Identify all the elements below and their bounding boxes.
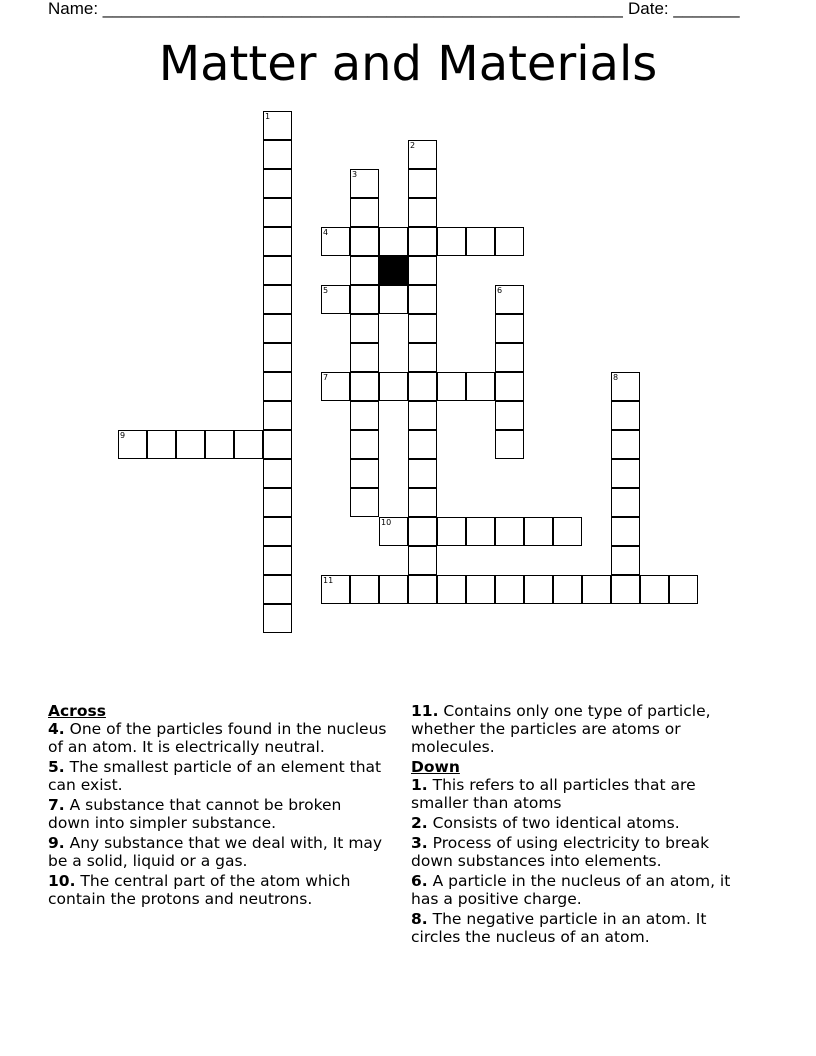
crossword-cell[interactable] [495, 517, 524, 546]
clue-text: Process of using electricity to break down substances into elements. [411, 834, 710, 870]
crossword-cell[interactable] [408, 575, 437, 604]
across-clue-11 [411, 702, 751, 756]
clue-number: 7. [48, 796, 65, 814]
name-field-label: Name: _______________________________________________________ [48, 0, 623, 18]
clue-text: This refers to all particles that are smaller than atoms [411, 776, 696, 812]
clue-number: 3. [411, 834, 428, 852]
crossword-cell[interactable] [611, 401, 640, 430]
clue-number: 8. [411, 910, 428, 928]
clue-number: 11. [411, 702, 439, 720]
clue-number: 6. [411, 872, 428, 890]
crossword-cell[interactable] [466, 227, 495, 256]
crossword-cell[interactable] [408, 285, 437, 314]
crossword-cell[interactable] [582, 575, 611, 604]
down-clue-3 [411, 834, 751, 870]
page-title: Matter and Materials [158, 36, 658, 92]
crossword-cell[interactable] [640, 575, 669, 604]
crossword-cell[interactable] [350, 575, 379, 604]
clue-text: The central part of the atom which contain the protons and neutrons. [48, 872, 351, 908]
crossword-cell[interactable] [263, 575, 292, 604]
crossword-cell[interactable] [321, 575, 350, 604]
crossword-cell[interactable] [350, 256, 379, 285]
crossword-cell[interactable] [466, 575, 495, 604]
down-clue-2 [411, 814, 751, 832]
across-clue-7 [48, 796, 388, 832]
clue-text: Any substance that we deal with, It may be a solid, liquid or a gas. [48, 834, 383, 870]
crossword-cell[interactable] [263, 401, 292, 430]
crossword-cell[interactable] [611, 488, 640, 517]
cell-number: 5 [323, 286, 329, 295]
cell-number: 1 [265, 112, 271, 121]
crossword-cell[interactable] [263, 111, 292, 140]
crossword-cell[interactable] [408, 546, 437, 575]
crossword-cell[interactable] [611, 575, 640, 604]
crossword-cell[interactable] [350, 285, 379, 314]
crossword-cell[interactable] [408, 169, 437, 198]
crossword-cell[interactable] [263, 256, 292, 285]
crossword-cell[interactable] [350, 314, 379, 343]
clue-number: 10. [48, 872, 76, 890]
crossword-cell[interactable] [611, 459, 640, 488]
crossword-cell[interactable] [263, 372, 292, 401]
crossword-cell[interactable] [350, 169, 379, 198]
crossword-cell[interactable] [263, 314, 292, 343]
cell-number: 7 [323, 373, 329, 382]
crossword-cell[interactable] [611, 372, 640, 401]
clue-text: Consists of two identical atoms. [432, 814, 680, 832]
clue-text: One of the particles found in the nucleus of an atom. It is electrically neutral. [48, 720, 387, 756]
clue-text: Contains only one type of particle, whether the particles are atoms or molecules. [411, 702, 711, 756]
crossword-cell[interactable] [611, 430, 640, 459]
across-heading: Across [48, 702, 106, 720]
down-clue-6 [411, 872, 751, 908]
crossword-cell[interactable] [408, 198, 437, 227]
crossword-cell[interactable] [176, 430, 205, 459]
crossword-cell[interactable] [495, 372, 524, 401]
crossword-cell[interactable] [350, 488, 379, 517]
crossword-cell[interactable] [263, 140, 292, 169]
crossword-cell[interactable] [495, 430, 524, 459]
clue-number: 9. [48, 834, 65, 852]
crossword-cell[interactable] [408, 227, 437, 256]
crossword-cell[interactable] [350, 459, 379, 488]
crossword-cell[interactable] [437, 372, 466, 401]
cell-number: 4 [323, 228, 329, 237]
crossword-cell[interactable] [147, 430, 176, 459]
crossword-cell[interactable] [350, 401, 379, 430]
crossword-cell[interactable] [263, 488, 292, 517]
crossword-cell[interactable] [379, 227, 408, 256]
crossword-cell[interactable] [611, 546, 640, 575]
crossword-cell[interactable] [118, 430, 147, 459]
crossword-cell[interactable] [379, 575, 408, 604]
crossword-cell[interactable] [437, 517, 466, 546]
clue-number: 2. [411, 814, 428, 832]
clues-column-left [48, 702, 388, 910]
crossword-cell[interactable] [205, 430, 234, 459]
crossword-cell[interactable] [495, 285, 524, 314]
crossword-cell[interactable] [495, 343, 524, 372]
crossword-cell[interactable] [263, 604, 292, 633]
crossword-cell[interactable] [321, 372, 350, 401]
crossword-cell[interactable] [408, 459, 437, 488]
clue-text: A particle in the nucleus of an atom, it has a positive charge. [411, 872, 731, 908]
cell-number: 11 [323, 576, 334, 585]
crossword-cell[interactable] [321, 227, 350, 256]
crossword-cell[interactable] [379, 517, 408, 546]
crossword-cell[interactable] [669, 575, 698, 604]
crossword-cell[interactable] [263, 198, 292, 227]
crossword-cell[interactable] [408, 430, 437, 459]
cell-number: 6 [497, 286, 503, 295]
down-clue-8 [411, 910, 751, 946]
clue-number: 5. [48, 758, 65, 776]
crossword-cell[interactable] [466, 517, 495, 546]
crossword-cell[interactable] [321, 285, 350, 314]
crossword-cell[interactable] [263, 546, 292, 575]
across-clue-9 [48, 834, 388, 870]
crossword-cell[interactable] [350, 372, 379, 401]
crossword-cell[interactable] [437, 575, 466, 604]
crossword-cell[interactable] [379, 285, 408, 314]
clue-text: The negative particle in an atom. It circles the nucleus of an atom. [411, 910, 707, 946]
crossword-cell[interactable] [263, 227, 292, 256]
cell-number: 8 [613, 373, 619, 382]
crossword-cell[interactable] [553, 575, 582, 604]
cell-number: 9 [120, 431, 126, 440]
black-square [379, 256, 408, 285]
down-heading: Down [411, 758, 460, 776]
crossword-cell[interactable] [263, 459, 292, 488]
crossword-cell[interactable] [263, 430, 292, 459]
cell-number: 10 [381, 518, 392, 527]
crossword-cell[interactable] [263, 517, 292, 546]
across-clue-5 [48, 758, 388, 794]
crossword-cell[interactable] [408, 488, 437, 517]
crossword-cell[interactable] [234, 430, 263, 459]
crossword-cell[interactable] [263, 343, 292, 372]
crossword-cell[interactable] [524, 575, 553, 604]
crossword-cell[interactable] [408, 517, 437, 546]
crossword-cell[interactable] [495, 401, 524, 430]
crossword-cell[interactable] [408, 401, 437, 430]
crossword-cell[interactable] [466, 372, 495, 401]
crossword-cell[interactable] [408, 343, 437, 372]
crossword-cell[interactable] [408, 140, 437, 169]
crossword-cell[interactable] [263, 285, 292, 314]
crossword-cell[interactable] [263, 169, 292, 198]
crossword-cell[interactable] [611, 517, 640, 546]
crossword-cell[interactable] [553, 517, 582, 546]
crossword-cell[interactable] [437, 227, 466, 256]
clue-text: A substance that cannot be broken down into simpler substance. [48, 796, 342, 832]
clue-number: 4. [48, 720, 65, 738]
crossword-cell[interactable] [379, 372, 408, 401]
clue-text: The smallest particle of an element that can exist. [48, 758, 382, 794]
crossword-cell[interactable] [350, 343, 379, 372]
date-field-label: Date: _______ [628, 0, 740, 18]
crossword-cell[interactable] [495, 575, 524, 604]
across-clue-4 [48, 720, 388, 756]
crossword-cell[interactable] [524, 517, 553, 546]
cell-number: 2 [410, 141, 416, 150]
down-clue-1 [411, 776, 751, 812]
cell-number: 3 [352, 170, 358, 179]
crossword-cell[interactable] [495, 314, 524, 343]
crossword-cell[interactable] [350, 198, 379, 227]
clue-number: 1. [411, 776, 428, 794]
crossword-cell[interactable] [408, 256, 437, 285]
crossword-cell[interactable] [350, 227, 379, 256]
crossword-cell[interactable] [495, 227, 524, 256]
crossword-cell[interactable] [408, 314, 437, 343]
across-clue-10 [48, 872, 388, 908]
crossword-cell[interactable] [408, 372, 437, 401]
crossword-cell[interactable] [350, 430, 379, 459]
clues-column-right [411, 702, 751, 948]
